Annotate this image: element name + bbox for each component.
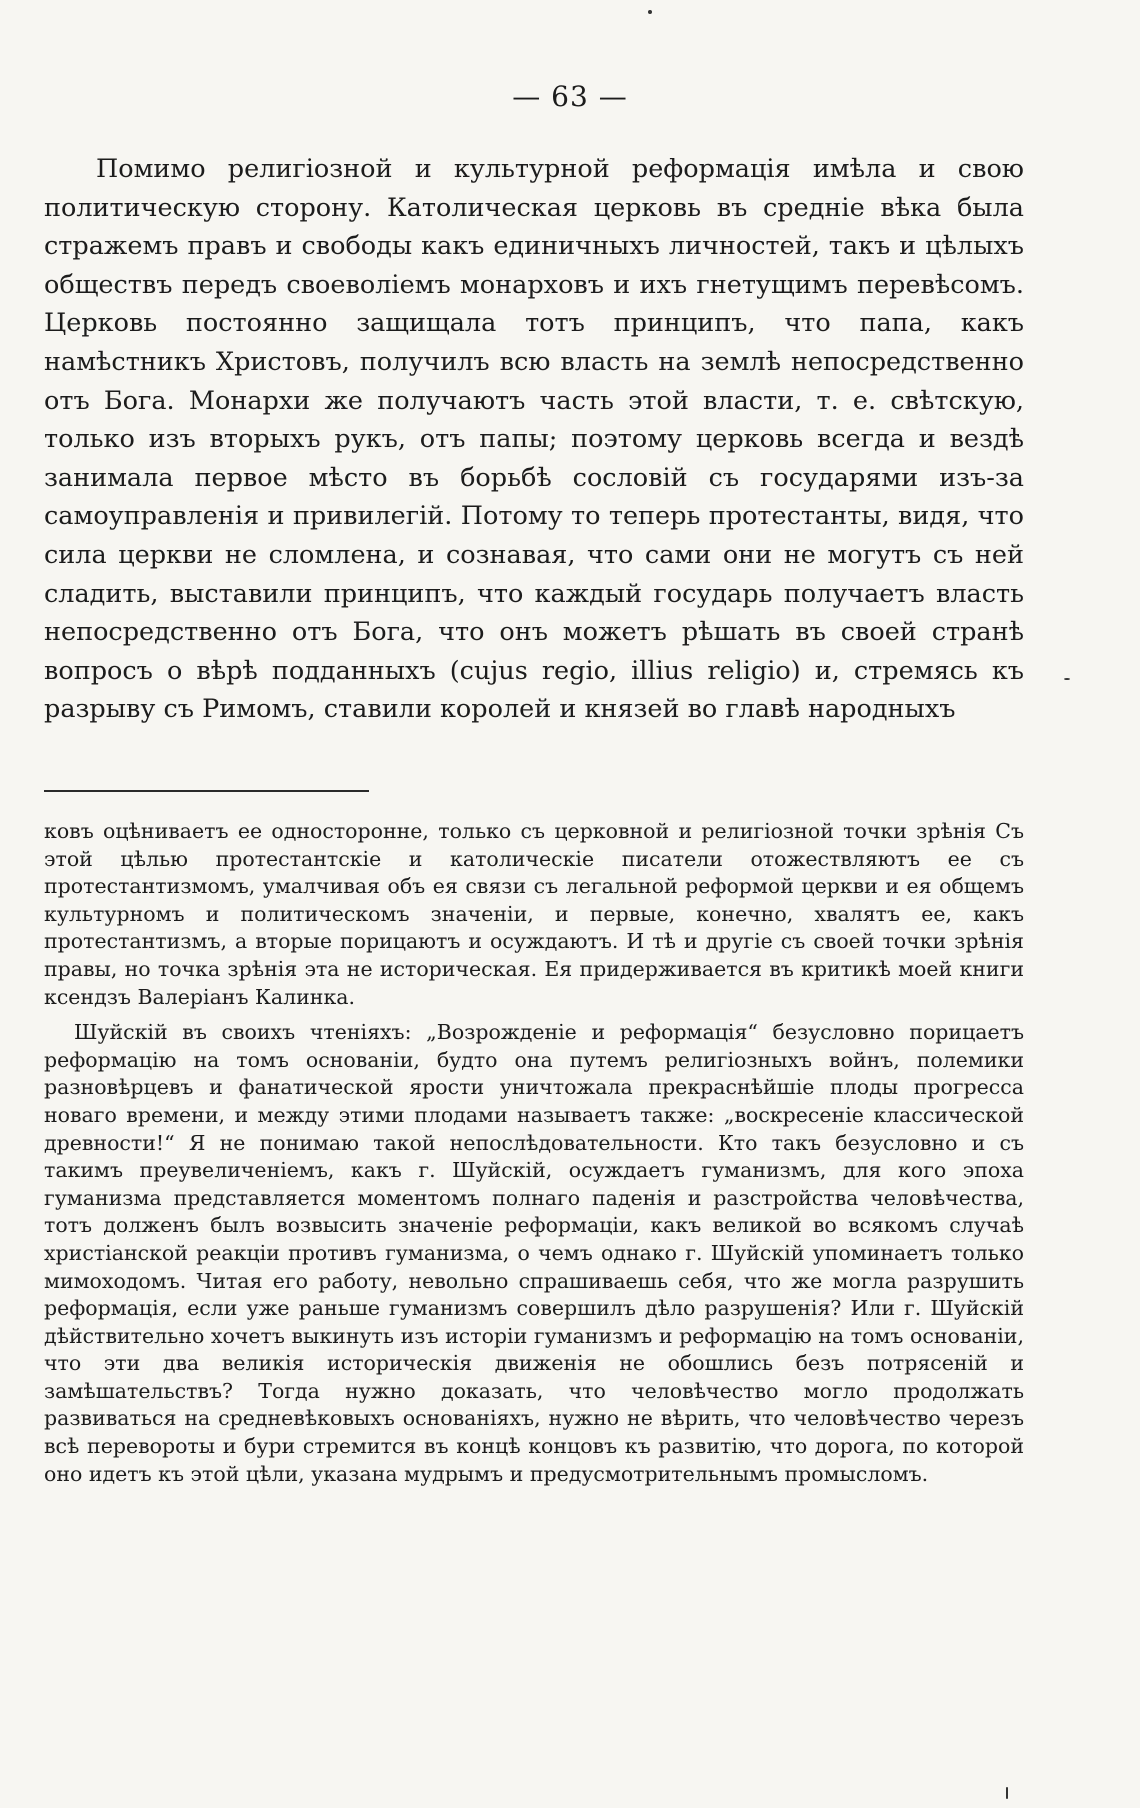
page-number: — 63 —	[512, 80, 628, 113]
ink-speck	[1006, 1787, 1008, 1799]
ink-speck	[648, 10, 652, 14]
main-paragraph: Помимо религіозной и культурной реформація имѣла и свою политическую сторону. Католическая церковь въ средніе вѣка была стражемъ правъ и свободы какъ единичныхъ личностей, такъ и цѣлыхъ обществъ передъ своеволіемъ монарховъ и ихъ гнетущимъ перевѣсомъ. Церковь постоянно защищала тотъ принципъ, что папа, какъ намѣстникъ Христовъ, получилъ всю власть на землѣ непосредственно отъ Бога. Монархи же получаютъ часть этой власти, т. е. свѣтскую, только изъ вторыхъ рукъ, отъ папы; поэтому церковь всегда и вездѣ занимала первое мѣсто въ борьбѣ сословій съ государями изъ-за самоуправленія и привилегій. Потому то теперь протестанты, видя, что сила церкви не сломлена, и сознавая, что сами они не могутъ съ ней сладить, выставили принципъ, что каждый государь получаетъ власть непосредственно отъ Бога, что онъ можетъ рѣшать въ своей странѣ вопросъ о вѣрѣ подданныхъ (cujus regio, illius religio) и, стремясь къ разрыву съ Римомъ, ставили королей и князей во главѣ народныхъ	[44, 154, 1024, 725]
footnote-divider	[44, 790, 369, 792]
footnote-paragraph: ковъ оцѣниваетъ ее односторонне, только съ церковной и религіозной точки зрѣнія Съ этой цѣлью протестантскіе и католическіе писатели отожествляютъ ее съ протестантизмомъ, умалчивая объ ея связи съ легальной реформой церкви и ея общемъ культурномъ и политическомъ значеніи, и первые, конечно, хвалятъ ее, какъ протестантизмъ, а вторые порицаютъ и осуждаютъ. И тѣ и другіе съ своей точки зрѣнія правы, но точка зрѣнія эта не историческая. Ея придерживается въ критикѣ моей книги ксендзъ Валеріанъ Калинка.	[44, 819, 1024, 1009]
footnote-paragraph: Шуйскій въ своихъ чтеніяхъ: „Возрожденіе и реформація“ безусловно порицаетъ реформацію на томъ основаніи, будто она путемъ религіозныхъ войнъ, полемики разновѣрцевъ и фанатической ярости уничтожала прекраснѣйшіе плоды прогресса новаго времени, и между этими плодами называетъ также: „воскресеніе классической древности!“ Я не понимаю такой непослѣдовательности. Кто такъ безусловно и съ такимъ преувеличеніемъ, какъ г. Шуйскій, осуждаетъ гуманизмъ, для кого эпоха гуманизма представляется моментомъ полнаго паденія и разстройства человѣчества, тотъ долженъ былъ возвысить значеніе реформаціи, какъ великой во всякомъ случаѣ христіанской реакціи противъ гуманизма, о чемъ однако г. Шуйскій упоминаетъ только мимоходомъ. Читая его работу, невольно спрашиваешь себя, что же могла разрушить реформація, если уже раньше гуманизмъ совершилъ дѣло разрушенія? Или г. Шуйскій дѣйствительно хочетъ выкинуть изъ исторіи гуманизмъ и реформацію на томъ основаніи, что эти два великія историческія движенія не обошлись безъ потрясеній и замѣшательствъ? Тогда нужно доказать, что человѣчество могло продолжать развиваться на средневѣковыхъ основаніяхъ, нужно не вѣрить, что человѣчество черезъ всѣ перевороты и бури стремится въ концѣ концовъ къ развитію, что дорога, по которой оно идетъ къ этой цѣли, указана мудрымъ и предусмотрительнымъ промысломъ.	[44, 1020, 1024, 1486]
footnotes	[44, 818, 1024, 1488]
ink-speck	[1064, 678, 1070, 680]
